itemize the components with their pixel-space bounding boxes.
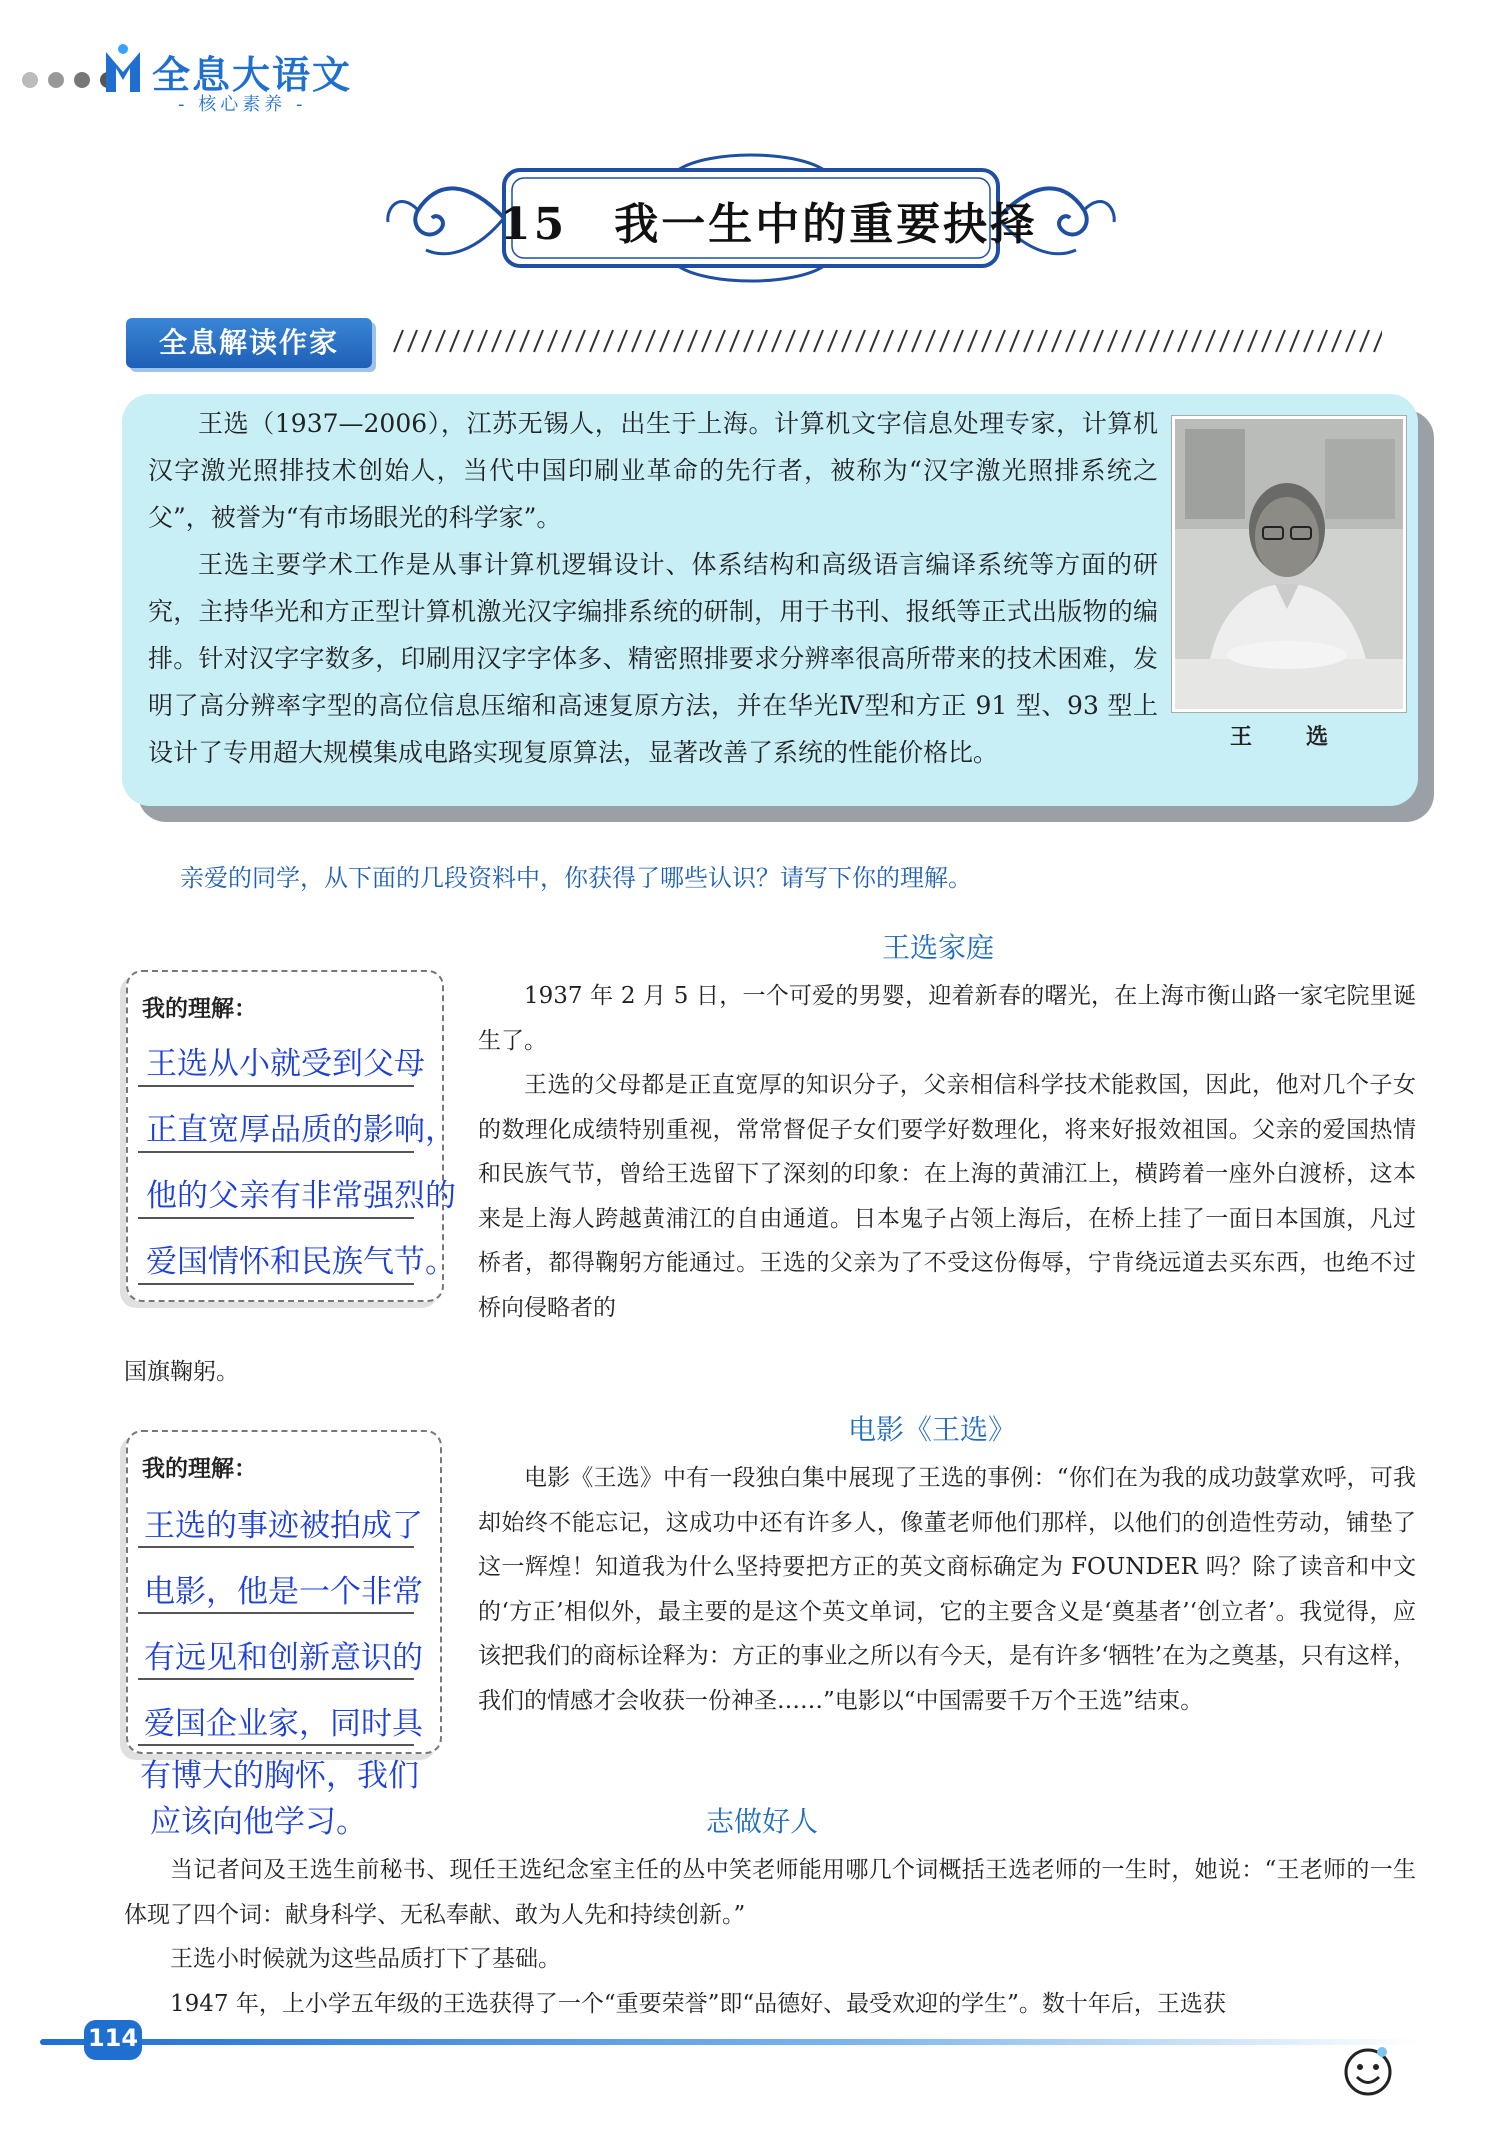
answer-underline: [138, 1612, 414, 1614]
section-tag: [126, 318, 372, 368]
note-handwriting-line: 王选的事迹被拍成了: [144, 1508, 423, 1544]
note-label: 我的理解：: [142, 1456, 257, 1482]
reading-prompt: 亲爱的同学，从下面的几段资料中，你获得了哪些认识？请写下你的理解。: [180, 864, 972, 892]
good-person-paragraph: 王选小时候就为这些品质打下了基础。: [170, 1946, 561, 1972]
author-paragraph: 王选（1937—2006），江苏无锡人，出生于上海。计算机文字信息处理专家，计算机汉字激光照排技术创始人，当代中国印刷业革命的先行者，被称为“汉字激光照排系统之父”，被誉为“有市场眼光的科学家”。: [148, 409, 1158, 532]
dot-icon: [22, 72, 38, 88]
brand-logo-icon: [102, 42, 144, 98]
note-handwriting-line: 应该向他学习。: [150, 1804, 367, 1840]
note-handwriting-line: 爱国企业家，同时具: [144, 1706, 423, 1742]
note-handwriting-line: 王选从小就受到父母: [146, 1046, 425, 1082]
answer-underline: [138, 1151, 414, 1153]
note-handwriting-line: 有远见和创新意识的: [144, 1640, 423, 1676]
section-heading-family: 王选家庭: [882, 931, 995, 964]
brand-subtitle: - 核心素养 -: [178, 94, 307, 115]
answer-underline: [138, 1546, 414, 1548]
footer-line: [40, 2036, 1420, 2048]
movie-text: [478, 1456, 1416, 1723]
author-photo: [1172, 416, 1406, 712]
note-handwriting-line: 爱国情怀和民族气节。: [146, 1244, 456, 1280]
family-text: [478, 974, 1416, 1330]
author-paragraph: 王选主要学术工作是从事计算机逻辑设计、体系结构和高级语言编译系统等方面的研究，主持华光和方正型计算机激光汉字编排系统的研制，用于书刊、报纸等正式出版物的编排。针对汉字字数多，印刷用汉字字体多、精密照排要求分辨率很高所带来的技术困难，发明了高分辨率字型的高位信息压缩和高速复原方法，并在华光Ⅳ型和方正 91 型、93 型上设计了专用超大规模集成电路实现复原算法，显著改善了系统的性能价格比。: [148, 550, 1158, 767]
author-bio: [148, 400, 1158, 776]
movie-paragraph: 电影《王选》中有一段独白集中展现了王选的事例：“你们在为我的成功鼓掌欢呼，可我却始终不能忘记，这成功中还有许多人，像董老师他们那样，以他们的创造性劳动，铺垫了这一辉煌！知道我为什么坚持要把方正的英文商标确定为 FOUNDER 吗？除了读音和中文的‘方正’相似外，最主要的是这个英文单词，它的主要含义是‘奠基者’‘创立者’。我觉得，应该把我们的商标诠释为：方正的事业之所以有今天，是有许多‘牺牲’在为之奠基，只有这样，我们的情感才会收获一份神圣……”电影以“中国需要千万个王选”结束。: [478, 1465, 1416, 1714]
note-handwriting-line: 电影，他是一个非常: [144, 1574, 423, 1610]
section-tag-label: 全息解读作家: [158, 326, 339, 359]
answer-underline: [138, 1085, 414, 1087]
smiley-icon: [1342, 2046, 1394, 2098]
answer-underline: [138, 1744, 414, 1746]
good-person-paragraph: 当记者问及王选生前秘书、现任王选纪念室主任的丛中笑老师能用哪几个词概括王选老师的一生时，她说：“王老师的一生体现了四个词：献身科学、无私奉献、敢为人先和持续创新。”: [124, 1857, 1416, 1928]
dot-icon: [48, 72, 64, 88]
answer-underline: [138, 1283, 414, 1285]
dot-icon: [74, 72, 90, 88]
section-heading-good-person: 志做好人: [706, 1805, 819, 1838]
answer-underline: [138, 1217, 414, 1219]
note-handwriting-line: 他的父亲有非常强烈的: [146, 1178, 456, 1214]
page-number: 114: [87, 2024, 139, 2052]
note-handwriting-line: 有博大的胸怀，我们: [140, 1758, 419, 1794]
answer-underline: [138, 1678, 414, 1680]
family-paragraph: 1937 年 2 月 5 日，一个可爱的男婴，迎着新春的曙光，在上海市衡山路一家宅院里诞生了。: [478, 983, 1416, 1054]
note-label: 我的理解：: [142, 996, 257, 1022]
photo-caption: 王 选: [1230, 724, 1345, 750]
good-person-paragraph: 1947 年，上小学五年级的王选获得了一个“重要荣誉”即“品德好、最受欢迎的学生”。数十年后，王选获: [170, 1990, 1226, 2017]
lesson-title: 15 我一生中的重要抉择: [500, 199, 1038, 250]
family-paragraph-tail: 国旗鞠躬。: [124, 1359, 239, 1385]
section-heading-movie: 电影《王选》: [848, 1413, 1017, 1446]
brand-title: 全息大语文: [152, 53, 353, 97]
portrait-image: [1175, 419, 1403, 709]
family-paragraph: 王选的父母都是正直宽厚的知识分子，父亲相信科学技术能救国，因此，他对几个子女的数理化成绩特别重视，常常督促子女们要学好数理化，将来好报效祖国。父亲的爱国热情和民族气节，曾给王选留下了深刻的印象：在上海的黄浦江上，横跨着一座外白渡桥，这本来是上海人跨越黄浦江的自由通道。日本鬼子占领上海后，在桥上挂了一面日本国旗，凡过桥者，都得鞠躬方能通过。王选的父亲为了不受这份侮辱，宁肯绕远道去买东西，也绝不过桥向侵略者的: [478, 1072, 1416, 1321]
good-person-text: [124, 1848, 1416, 2026]
note-handwriting-line: 正直宽厚品质的影响，: [146, 1112, 456, 1148]
slash-divider: [392, 326, 1382, 356]
